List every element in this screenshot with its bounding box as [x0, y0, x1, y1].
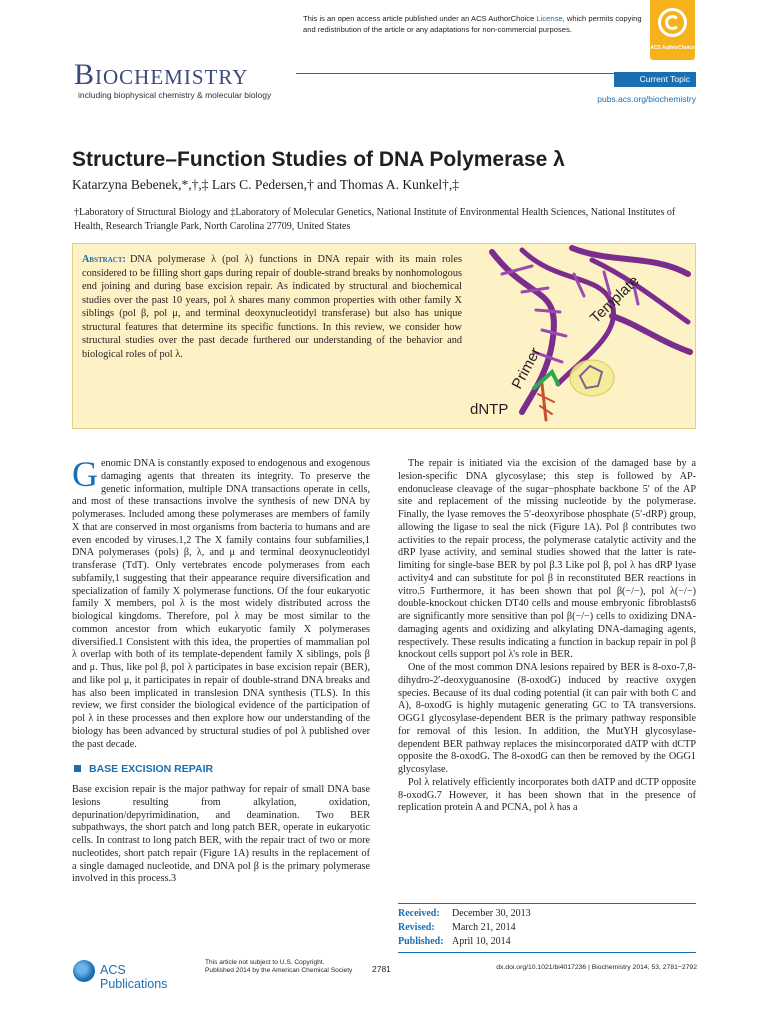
journal-name: Biochemistry — [74, 58, 249, 91]
revised-label: Revised: — [398, 922, 435, 933]
copyright-note: This article not subject to U.S. Copyright. Published 2014 by the American Chemical Society — [205, 959, 353, 974]
license-link[interactable]: License — [536, 14, 563, 23]
received-date: December 30, 2013 — [452, 908, 531, 919]
section-square-icon — [74, 765, 81, 772]
open-access-notice — [303, 14, 643, 35]
revised-date: March 21, 2014 — [452, 922, 516, 933]
received-date-row — [398, 907, 531, 921]
published-date-row — [398, 935, 531, 949]
page-number: 2781 — [372, 964, 391, 974]
abstract-body: DNA polymerase λ (pol λ) functions in DNA repair with its main roles considered to be filling short gaps during repair of double-strand breaks by nonhomologous end joining and during base excision repair. As indicated by structural and biochemical studies over the past 10 years, pol λ shares many common properties with other family X siblings (pol β, pol μ, and terminal deoxynucleotidyl transferase) but also has unique structural features that determine its specific functions. In this review, we consider how structural studies over the past decade furthered our understanding of the behavior and biological roles of pol λ. — [82, 254, 462, 360]
dntp-label: dNTP — [470, 401, 509, 418]
published-date: April 10, 2014 — [452, 936, 511, 947]
received-label: Received: — [398, 908, 440, 919]
right-paragraph-3: Pol λ relatively efficiently incorporates both dATP and dCTP opposite 8-oxodG.7 However, it has been shown that in the presence of replication protein A and PCNA, pol λ has a — [398, 776, 696, 814]
acs-publications-logo[interactable] — [73, 960, 193, 991]
journal-url-link[interactable]: pubs.acs.org/biochemistry — [597, 94, 696, 104]
affiliations: †Laboratory of Structural Biology and ‡Laboratory of Molecular Genetics, National Institute of Environmental Health Sciences, National Institutes of Health, Research Triangle Park, North Carolina 27709, United States — [74, 207, 676, 232]
abstract — [82, 253, 462, 361]
body-column-right — [398, 458, 696, 815]
abstract-label: Abstract: — [82, 254, 126, 265]
section-heading-text: BASE EXCISION REPAIR — [89, 763, 214, 776]
section-heading — [74, 763, 370, 776]
template-label: Template — [586, 272, 643, 327]
body-column-left — [72, 454, 370, 886]
authorchoice-badge-label: ACS AuthorChoice — [650, 45, 695, 51]
authorchoice-badge[interactable] — [650, 0, 695, 60]
binding-pocket-surface — [570, 360, 614, 396]
current-topic-tab: Current Topic — [614, 72, 696, 87]
dates-rule-top — [398, 903, 696, 904]
ber-paragraph: Base excision repair is the major pathway for repair of small DNA base lesions resulting from alkylation, oxidation, depurination/depyrimidination, and deamination. Two BER subpathways, the short patch and long patch BER, operate in eukaryotic cells. In contrast to long patch BER, with the repair tract of two or more nucleotides, short patch repair (Figure 1A) results in the replacement of a single damaged nucleotide, and DNA pol β is the primary polymerase involved in this process.3 — [72, 784, 370, 885]
right-paragraph-1: The repair is initiated via the excision of the damaged base by a lesion-specific DNA glycosylase; this step is followed by AP-endonuclease cleavage of the sugar−phosphate backbone 5′ of the AP site and replacement of the missing nucleotide by the polymerase. Finally, the lyase removes the 5′-deoxyribose phosphate (5′-dRP) group, allowing the ligase to seal the nick (Figure 1A). Pol β contributes two activities to the repair process, the polymerase catalytic activity and the dRP lyase activity, and seminal studies showed that the latter is rate-limiting for single-base BER by pol β.3 Like pol β, pol λ has dRP lyase activity4 and can substitute for pol β in reconstituted BER reactions in vitro.5 Furthermore, it has been shown that pol β(−/−), pol λ(−/−) double-knockout chicken DT40 cells and mouse embryonic fibroblasts6 are significantly more sensitive than pol β(−/−) cells to oxidizing DNA-damaging agents and oxidizing and alkylating DNA-damaging agents, respectively. These results indicating a function in backup repair in pol β knockout cells support pol λ's role in BER. — [398, 458, 696, 661]
revised-date-row — [398, 921, 531, 935]
journal-subtitle: including biophysical chemistry & molecular biology — [78, 90, 272, 100]
drop-cap: G — [72, 454, 98, 494]
citation-doi-link[interactable]: dx.doi.org/10.1021/bi4017236 | Biochemistry 2014, 53, 2781−2792 — [496, 964, 697, 971]
intro-paragraph — [72, 454, 370, 751]
acs-logo-icon — [73, 960, 95, 982]
article-dates — [398, 907, 531, 949]
toc-graphic-dna-polymerase — [462, 244, 694, 428]
author-list: Katarzyna Bebenek,*,†,‡ Lars C. Pedersen,† and Thomas A. Kunkel†,‡ — [72, 177, 460, 192]
published-label: Published: — [398, 936, 444, 947]
right-paragraph-2: One of the most common DNA lesions repaired by BER is 8-oxo-7,8-dihydro-2′-deoxyguanosine (8-oxodG) induced by reactive oxygen species. Because of its dual coding potential (it can pair with both C and A), 8-oxodG is highly mutagenic generating GC to TA transversions. OGG1 glycosylase-dependent BER is the primary pathway responsible for removal of this lesion. In addition, the MutYH glycosylase-dependent BER pathway replaces the misincorporated dATP with dCTP opposite the 8-oxodG. The 8-oxodG can then be removed by the OGG1 glycosylase. — [398, 662, 696, 775]
notice-text-after: , which permits copying and redistribution of the article or any adaptations for non-commercial purposes. — [303, 14, 642, 34]
intro-paragraph-text: enomic DNA is constantly exposed to endogenous and exogenous damaging agents that threaten its integrity. To preserve the genetic information, multiple DNA transactions operate in cells, and most of these transactions involve the synthesis of new DNA by polymerases. Included among these polymerases are members of family X that are conserved in most organisms from bacteria to humans and are even encoded by viruses.1,2 The X family contains four subfamilies,1 DNA polymerases (pols) β, λ, and μ and terminal deoxynucleotidyl transferase (TdT). Only vertebrates encode polymerases from each subfamily,1 suggesting that their appearance require diversification and specialization of family X polymerase functions. Of the four eukaryotic family X members, pol λ is the most widely distributed across the biological kingdoms. Therefore, pol λ may be most similar to the common ancestor from which eukaryotic family X polymerases diversified.1 Consistent with this idea, the properties of mammalian pol λ overlap with both of its template-dependent family X siblings, pols β and μ. Thus, like pol β, pol λ participates in base excision repair (BER), and like pol μ, it participates in repair of double-strand DNA breaks and has also been implicated in translesion DNA synthesis (TLS). In this review, we first consider the biological evidence of the participation of pol λ in these processes and then explore how our understanding of the biology has been advanced by structural studies of pol λ published over the past decade. — [72, 458, 370, 750]
dates-rule-bottom — [398, 952, 696, 953]
authorchoice-inner-icon — [665, 15, 680, 30]
article-title: Structure–Function Studies of DNA Polymerase λ — [72, 148, 565, 171]
notice-text-before: This is an open access article published under an ACS AuthorChoice — [303, 14, 537, 23]
primer-label: Primer — [508, 344, 545, 392]
acs-publications-text: ACS Publications — [100, 963, 168, 991]
